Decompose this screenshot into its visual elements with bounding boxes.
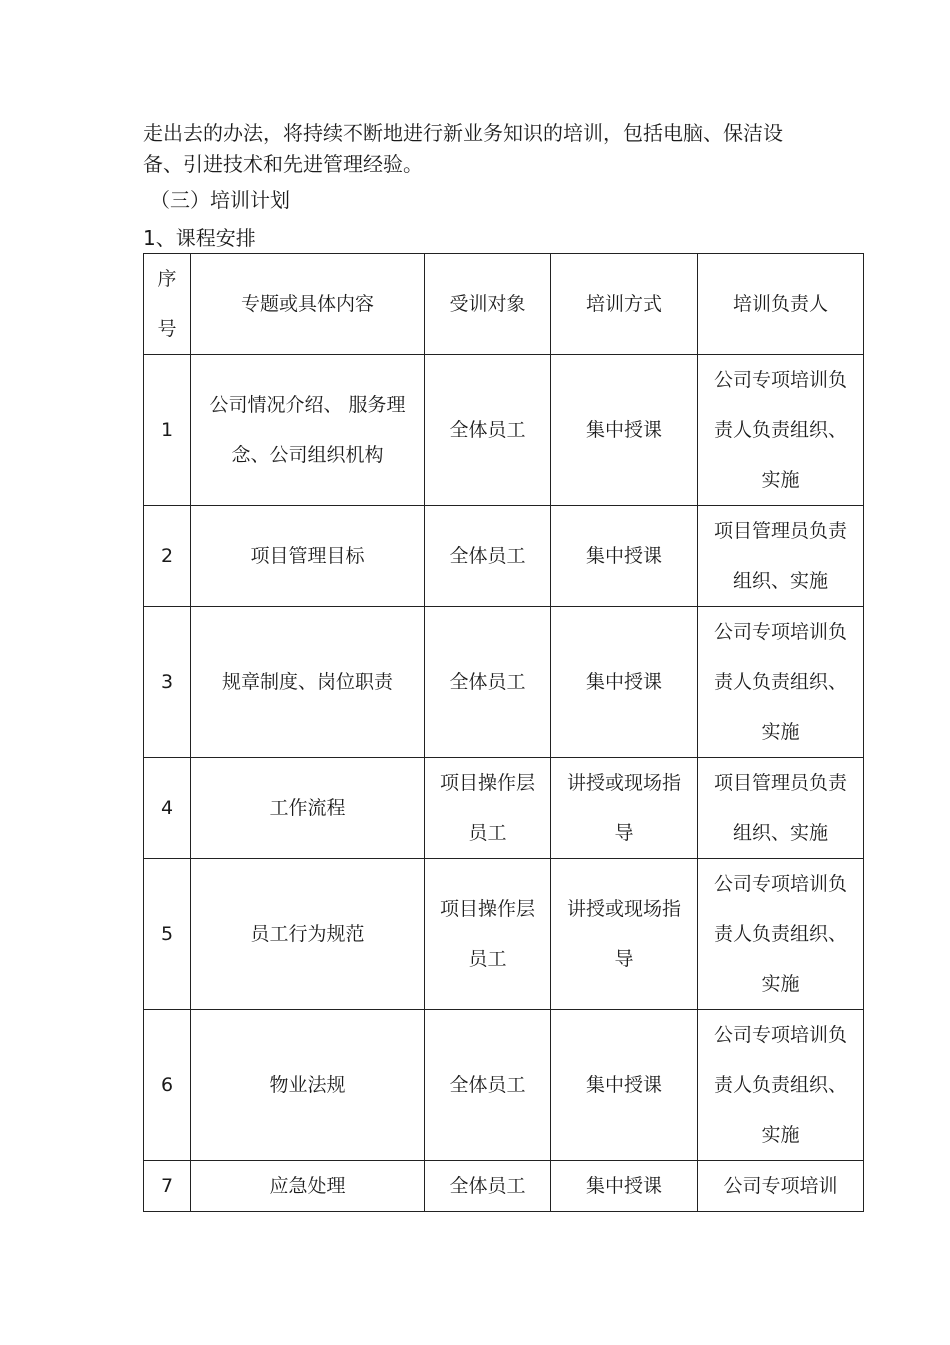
header-audience: 受训对象 — [425, 254, 551, 355]
row-topic: 项目管理目标 — [191, 506, 425, 607]
row-topic: 员工行为规范 — [191, 859, 425, 1010]
row-num: 2 — [144, 506, 191, 607]
row-audience: 全体员工 — [425, 1010, 551, 1161]
row-num: 5 — [144, 859, 191, 1010]
row-owner: 公司专项培训 — [698, 1161, 864, 1212]
row-topic: 物业法规 — [191, 1010, 425, 1161]
row-audience: 全体员工 — [425, 506, 551, 607]
row-owner: 公司专项培训负责人负责组织、实施 — [698, 607, 864, 758]
table-row — [144, 355, 864, 506]
header-method: 培训方式 — [551, 254, 698, 355]
row-method: 讲授或现场指导 — [551, 859, 698, 1010]
table-row — [144, 506, 864, 607]
row-audience: 全体员工 — [425, 1161, 551, 1212]
table-row — [144, 859, 864, 1010]
row-audience: 项目操作层员工 — [425, 758, 551, 859]
row-method: 集中授课 — [551, 506, 698, 607]
row-num: 1 — [144, 355, 191, 506]
table-header-row — [144, 254, 864, 355]
row-method: 讲授或现场指导 — [551, 758, 698, 859]
intro-line-1: 走出去的办法，将持续不断地进行新业务知识的培训，包括电脑、保洁设 — [143, 121, 783, 145]
row-audience: 项目操作层员工 — [425, 859, 551, 1010]
intro-paragraph — [143, 118, 833, 180]
row-method: 集中授课 — [551, 1010, 698, 1161]
row-owner: 公司专项培训负责人负责组织、实施 — [698, 859, 864, 1010]
header-num: 序号 — [144, 254, 191, 355]
table-row — [144, 607, 864, 758]
header-topic: 专题或具体内容 — [191, 254, 425, 355]
table-row — [144, 1161, 864, 1212]
training-schedule-table — [143, 253, 864, 1212]
row-audience: 全体员工 — [425, 607, 551, 758]
intro-line-2: 备、引进技术和先进管理经验。 — [143, 152, 423, 176]
row-topic: 公司情况介绍、 服务理念、公司组织机构 — [191, 355, 425, 506]
row-topic: 应急处理 — [191, 1161, 425, 1212]
table-row — [144, 1010, 864, 1161]
row-owner: 公司专项培训负责人负责组织、实施 — [698, 1010, 864, 1161]
section-title: （三）培训计划 — [150, 188, 290, 212]
row-owner: 项目管理员负责组织、实施 — [698, 506, 864, 607]
row-method: 集中授课 — [551, 607, 698, 758]
row-num: 4 — [144, 758, 191, 859]
row-num: 3 — [144, 607, 191, 758]
subsection-title: 1、课程安排 — [143, 226, 256, 250]
row-owner: 项目管理员负责组织、实施 — [698, 758, 864, 859]
row-method: 集中授课 — [551, 1161, 698, 1212]
row-method: 集中授课 — [551, 355, 698, 506]
row-owner: 公司专项培训负责人负责组织、实施 — [698, 355, 864, 506]
row-num: 6 — [144, 1010, 191, 1161]
row-topic: 规章制度、岗位职责 — [191, 607, 425, 758]
row-topic: 工作流程 — [191, 758, 425, 859]
row-num: 7 — [144, 1161, 191, 1212]
table-row — [144, 758, 864, 859]
row-audience: 全体员工 — [425, 355, 551, 506]
header-owner: 培训负责人 — [698, 254, 864, 355]
